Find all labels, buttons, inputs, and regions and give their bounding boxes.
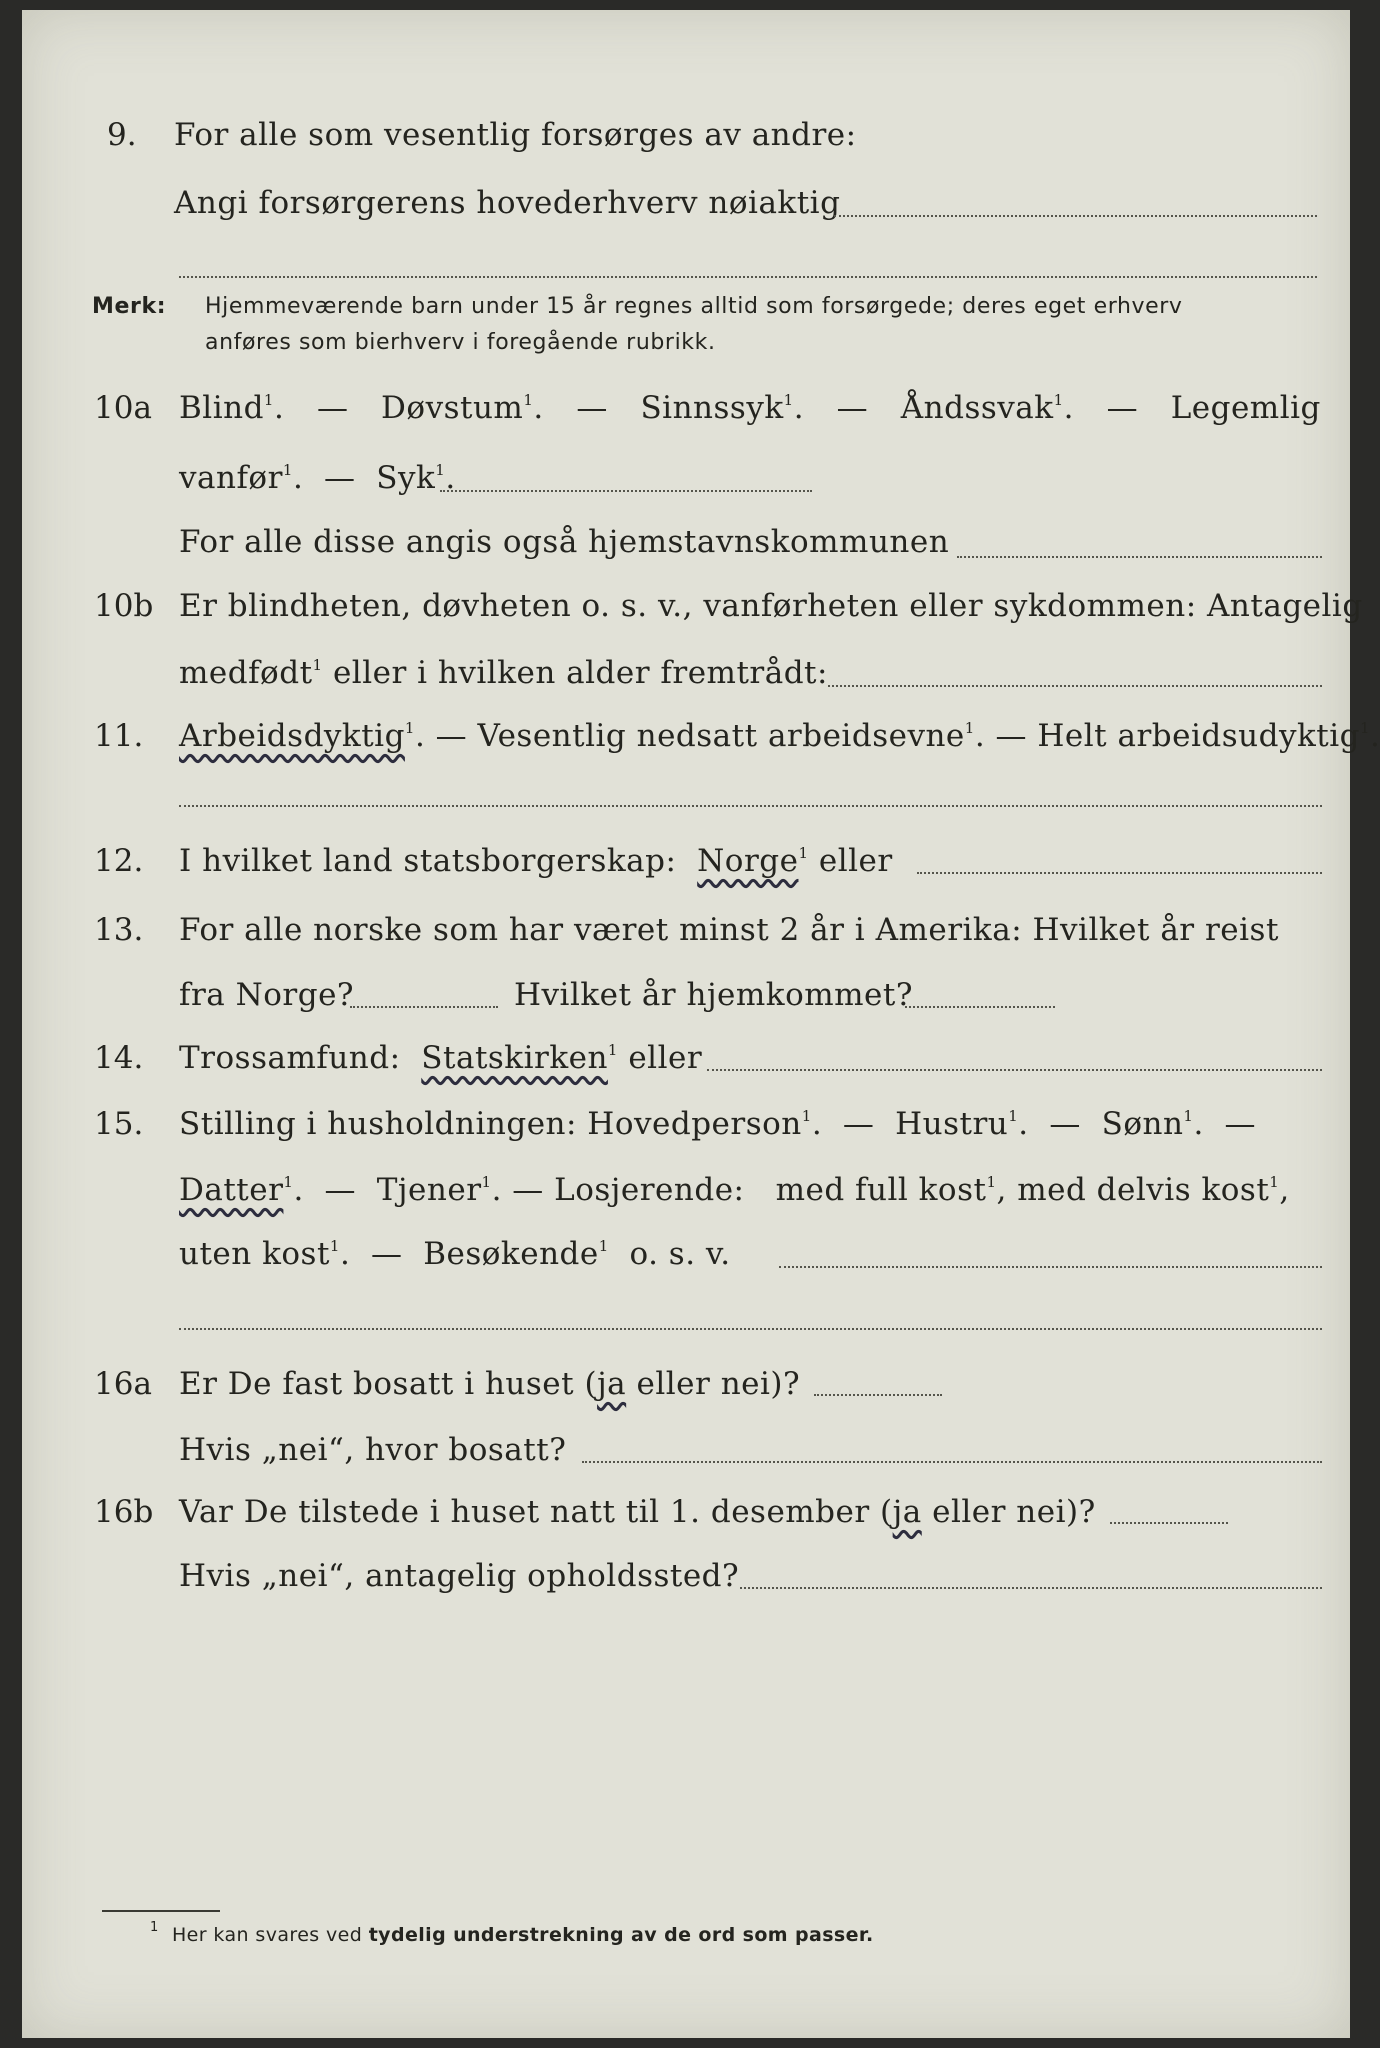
q13-hjem-line xyxy=(905,1006,1055,1008)
q15-answer-line xyxy=(779,1266,1322,1268)
footnote-mark: 1 xyxy=(150,1920,159,1935)
q10b-line2: medfødt$^1$ eller i hvilken alder fremtrådt: xyxy=(179,655,828,691)
q16b-opholdssted-line xyxy=(740,1587,1322,1589)
q13-line1: For alle norske som har været minst 2 år i Amerika: Hvilket år reist xyxy=(179,912,1279,948)
q16a-number: 16a xyxy=(94,1366,152,1402)
q10b-answer-line xyxy=(828,685,1322,687)
q9-answer-line2 xyxy=(179,276,1317,278)
q12-answer-norge: Norge xyxy=(697,843,799,879)
footnote-bold: tydelig understrekning av de ord som passer. xyxy=(368,1924,874,1946)
q16b-line1: Var De tilstede i huset natt til 1. desember (ja eller nei)? xyxy=(179,1494,1096,1530)
q10a-blind: Blind xyxy=(179,390,264,426)
q14-answer-line xyxy=(707,1069,1322,1071)
q13-part1: fra Norge? xyxy=(179,977,355,1013)
q10a-line1: Blind$^1$. — Døvstum$^1$. — Sinnssyk$^1$. — Åndssvak$^1$. — Legemlig xyxy=(179,390,1321,426)
q11-line: Arbeidsdyktig$^1$. — Vesentlig nedsatt arbeidsevne$^1$. — Helt arbeidsudyktig$^1$. xyxy=(179,718,1380,754)
q16b-number: 16b xyxy=(94,1494,154,1530)
footnote-text: Her kan svares ved tydelig understrekning av de ord som passer. xyxy=(172,1924,874,1946)
q16a-line2: Hvis „nei“, hvor bosatt? xyxy=(179,1432,567,1468)
q16a-answer-line xyxy=(814,1394,942,1396)
q10b-line1: Er blindheten, døvheten o. s. v., vanførheten eller sykdommen: Antagelig xyxy=(179,588,1363,624)
q11-number: 11. xyxy=(94,718,144,754)
q10a-hjemstavn-line xyxy=(957,556,1322,558)
q15-line2: Datter$^1$. — Tjener$^1$. — Losjerende: med full kost$^1$, med delvis kost$^1$, xyxy=(179,1172,1290,1208)
q16a-line1: Er De fast bosatt i huset (ja eller nei)? xyxy=(179,1366,801,1402)
census-form-page xyxy=(22,10,1380,2038)
q15-answer-line2 xyxy=(179,1328,1322,1330)
q10a-line2: vanfør$^1$. — Syk$^1$. xyxy=(179,460,456,496)
q10a-sinnssyk: Sinnssyk xyxy=(640,390,784,426)
q16b-line2: Hvis „nei“, antagelig opholdssted? xyxy=(179,1558,740,1594)
q15-answer-datter: Datter xyxy=(179,1172,284,1208)
note-line2: anføres som bierhverv i foregående rubrikk. xyxy=(205,330,716,355)
q10a-number: 10a xyxy=(94,390,152,426)
q9-answer-line xyxy=(834,215,1317,217)
q10a-line3: For alle disse angis også hjemstavnskommunen xyxy=(179,524,950,560)
q12-line: I hvilket land statsborgerskap: Norge$^1$ eller xyxy=(179,843,893,879)
q11-answer-arbeidsdyktig: Arbeidsdyktig xyxy=(179,718,405,754)
q10a-dovstum: Døvstum xyxy=(381,390,524,426)
q11-answer-line xyxy=(179,805,1322,807)
q12-answer-line xyxy=(917,872,1322,874)
q13-reist-line xyxy=(350,1006,498,1008)
q9-number: 9. xyxy=(107,117,137,153)
q10a-legemlig: Legemlig xyxy=(1170,390,1321,426)
q13-number: 13. xyxy=(94,912,144,948)
q10a-answer-line xyxy=(440,490,812,492)
q14-answer-statskirken: Statskirken xyxy=(421,1040,608,1076)
q15-line3: uten kost$^1$. — Besøkende$^1$ o. s. v. xyxy=(179,1236,731,1272)
q10a-andssvak: Åndssvak xyxy=(900,390,1054,426)
q16b-answer-line xyxy=(1110,1522,1228,1524)
q16a-bosatt-line xyxy=(582,1461,1322,1463)
q14-number: 14. xyxy=(94,1040,144,1076)
q9-line2: Angi forsørgerens hovederhverv nøiaktig xyxy=(174,185,841,221)
footnote-rule xyxy=(102,1910,220,1912)
note-line1: Hjemmeværende barn under 15 år regnes alltid som forsørgede; deres eget erhverv xyxy=(205,294,1183,319)
note-label: Merk: xyxy=(92,294,167,319)
q16a-answer-ja: ja xyxy=(597,1366,627,1402)
q10b-number: 10b xyxy=(94,588,154,624)
q15-number: 15. xyxy=(94,1106,144,1142)
q9-line1: For alle som vesentlig forsørges av andre: xyxy=(174,117,857,153)
q14-line: Trossamfund: Statskirken$^1$ eller xyxy=(179,1040,703,1076)
q16b-answer-ja: ja xyxy=(892,1494,922,1530)
q13-part2: Hvilket år hjemkommet? xyxy=(514,977,913,1013)
q12-number: 12. xyxy=(94,843,144,879)
q15-line1: Stilling i husholdningen: Hovedperson$^1$. — Hustru$^1$. — Sønn$^1$. — xyxy=(179,1106,1257,1142)
